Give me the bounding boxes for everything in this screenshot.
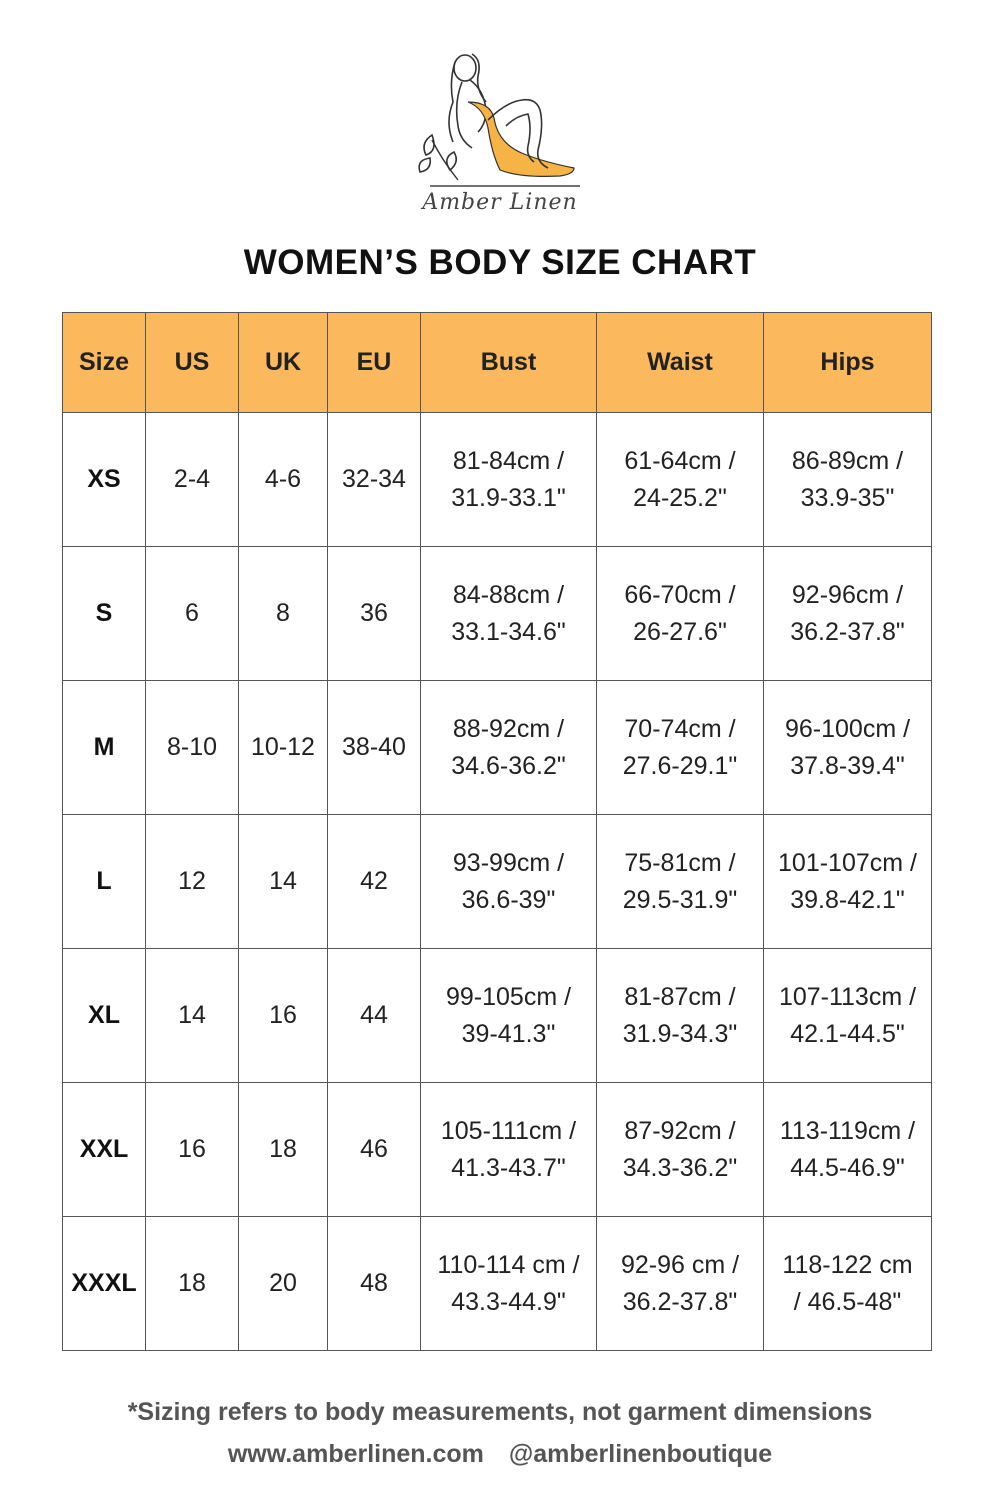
waist-cm: 87-92cm / [624, 1116, 736, 1145]
hips-cell [764, 413, 932, 547]
waist-in: 26-27.6" [633, 617, 727, 646]
bust-cell [421, 413, 597, 547]
table-row [63, 413, 932, 547]
waist-cm: 70-74cm / [624, 714, 736, 743]
waist-in: 24-25.2" [633, 483, 727, 512]
bust-cm: 99-105cm / [445, 982, 572, 1011]
waist-cm: 61-64cm / [624, 446, 736, 475]
sizing-note: *Sizing refers to body measurements, not garment dimensions [127, 1398, 873, 1426]
bust-cell [421, 1217, 597, 1351]
bust-in: 41.3-43.7" [451, 1153, 566, 1182]
hips-in: 42.1-44.5" [790, 1019, 905, 1048]
footer-links [0, 1440, 1000, 1469]
column-header-bust: Bust [421, 313, 597, 413]
brand-name: Amber Linen [422, 190, 578, 215]
us-cell: 18 [146, 1217, 239, 1351]
hips-cell [764, 815, 932, 949]
size-cell: M [63, 681, 146, 815]
hips-in: 37.8-39.4" [790, 751, 905, 780]
bust-in: 39-41.3" [461, 1019, 556, 1048]
hips-in: / 46.5-48" [793, 1287, 902, 1316]
bust-cm: 105-111cm / [440, 1116, 577, 1145]
bust-in: 36.6-39" [461, 885, 556, 914]
eu-cell: 38-40 [328, 681, 421, 815]
hips-cell [764, 1217, 932, 1351]
table-row [63, 1083, 932, 1217]
us-cell: 6 [146, 547, 239, 681]
hips-cm: 96-100cm / [784, 714, 911, 743]
bust-cell [421, 681, 597, 815]
waist-cell [597, 413, 764, 547]
column-header-eu: EU [328, 313, 421, 413]
bust-in: 31.9-33.1" [451, 483, 566, 512]
waist-cell [597, 1083, 764, 1217]
seated-woman-icon [410, 40, 590, 190]
bust-cell [421, 547, 597, 681]
eu-cell: 32-34 [328, 413, 421, 547]
hips-cm: 118-122 cm [782, 1250, 913, 1279]
uk-cell: 20 [239, 1217, 328, 1351]
bust-in: 33.1-34.6" [451, 617, 566, 646]
column-header-hips: Hips [764, 313, 932, 413]
column-header-uk: UK [239, 313, 328, 413]
hips-cell [764, 547, 932, 681]
hips-cell [764, 949, 932, 1083]
eu-cell: 44 [328, 949, 421, 1083]
us-cell: 8-10 [146, 681, 239, 815]
eu-cell: 46 [328, 1083, 421, 1217]
eu-cell: 42 [328, 815, 421, 949]
bust-cell [421, 949, 597, 1083]
bust-in: 34.6-36.2" [451, 751, 566, 780]
hips-cm: 113-119cm / [779, 1116, 916, 1145]
table-row [63, 1217, 932, 1351]
waist-in: 27.6-29.1" [622, 751, 738, 780]
hips-cm: 92-96cm / [791, 580, 904, 609]
size-cell: XXL [63, 1083, 146, 1217]
table-header-row [63, 313, 932, 413]
waist-cell [597, 815, 764, 949]
size-cell: XL [63, 949, 146, 1083]
hips-in: 33.9-35" [800, 483, 895, 512]
waist-cell [597, 949, 764, 1083]
us-cell: 2-4 [146, 413, 239, 547]
waist-cm: 81-87cm / [624, 982, 736, 1011]
waist-in: 29.5-31.9" [622, 885, 738, 914]
waist-in: 31.9-34.3" [622, 1019, 738, 1048]
table-row [63, 681, 932, 815]
table-row [63, 547, 932, 681]
page-title: WOMEN’S BODY SIZE CHART [243, 243, 757, 282]
eu-cell: 36 [328, 547, 421, 681]
waist-cm: 92-96 cm / [620, 1250, 740, 1279]
waist-cm: 75-81cm / [624, 848, 736, 877]
size-cell: L [63, 815, 146, 949]
hips-cm: 101-107cm / [778, 848, 917, 877]
waist-cell [597, 547, 764, 681]
column-header-waist: Waist [597, 313, 764, 413]
uk-cell: 16 [239, 949, 328, 1083]
hips-cm: 86-89cm / [791, 446, 904, 475]
waist-cell [597, 1217, 764, 1351]
waist-in: 34.3-36.2" [622, 1153, 738, 1182]
bust-cm: 93-99cm / [452, 848, 565, 877]
us-cell: 16 [146, 1083, 239, 1217]
bust-cm: 81-84cm / [452, 446, 565, 475]
uk-cell: 10-12 [239, 681, 328, 815]
website-link[interactable]: www.amberlinen.com [227, 1440, 484, 1468]
hips-cm: 107-113cm / [778, 982, 917, 1011]
waist-cm: 66-70cm / [624, 580, 736, 609]
bust-cm: 84-88cm / [452, 580, 565, 609]
waist-in: 36.2-37.8" [622, 1287, 738, 1316]
bust-cell [421, 815, 597, 949]
size-chart-table [62, 312, 932, 1351]
column-header-size: Size [63, 313, 146, 413]
us-cell: 12 [146, 815, 239, 949]
hips-in: 36.2-37.8" [790, 617, 905, 646]
hips-in: 44.5-46.9" [790, 1153, 905, 1182]
uk-cell: 14 [239, 815, 328, 949]
us-cell: 14 [146, 949, 239, 1083]
waist-cell [597, 681, 764, 815]
bust-cell [421, 1083, 597, 1217]
size-cell: S [63, 547, 146, 681]
hips-cell [764, 1083, 932, 1217]
size-cell: XS [63, 413, 146, 547]
table-row [63, 815, 932, 949]
size-cell: XXXL [63, 1217, 146, 1351]
hips-cell [764, 681, 932, 815]
uk-cell: 18 [239, 1083, 328, 1217]
column-header-us: US [146, 313, 239, 413]
social-handle-link[interactable]: @amberlinenboutique [508, 1440, 773, 1468]
eu-cell: 48 [328, 1217, 421, 1351]
uk-cell: 4-6 [239, 413, 328, 547]
uk-cell: 8 [239, 547, 328, 681]
hips-in: 39.8-42.1" [790, 885, 905, 914]
bust-cm: 110-114 cm / [437, 1250, 580, 1279]
bust-cm: 88-92cm / [452, 714, 565, 743]
bust-in: 43.3-44.9" [451, 1287, 566, 1316]
table-row [63, 949, 932, 1083]
